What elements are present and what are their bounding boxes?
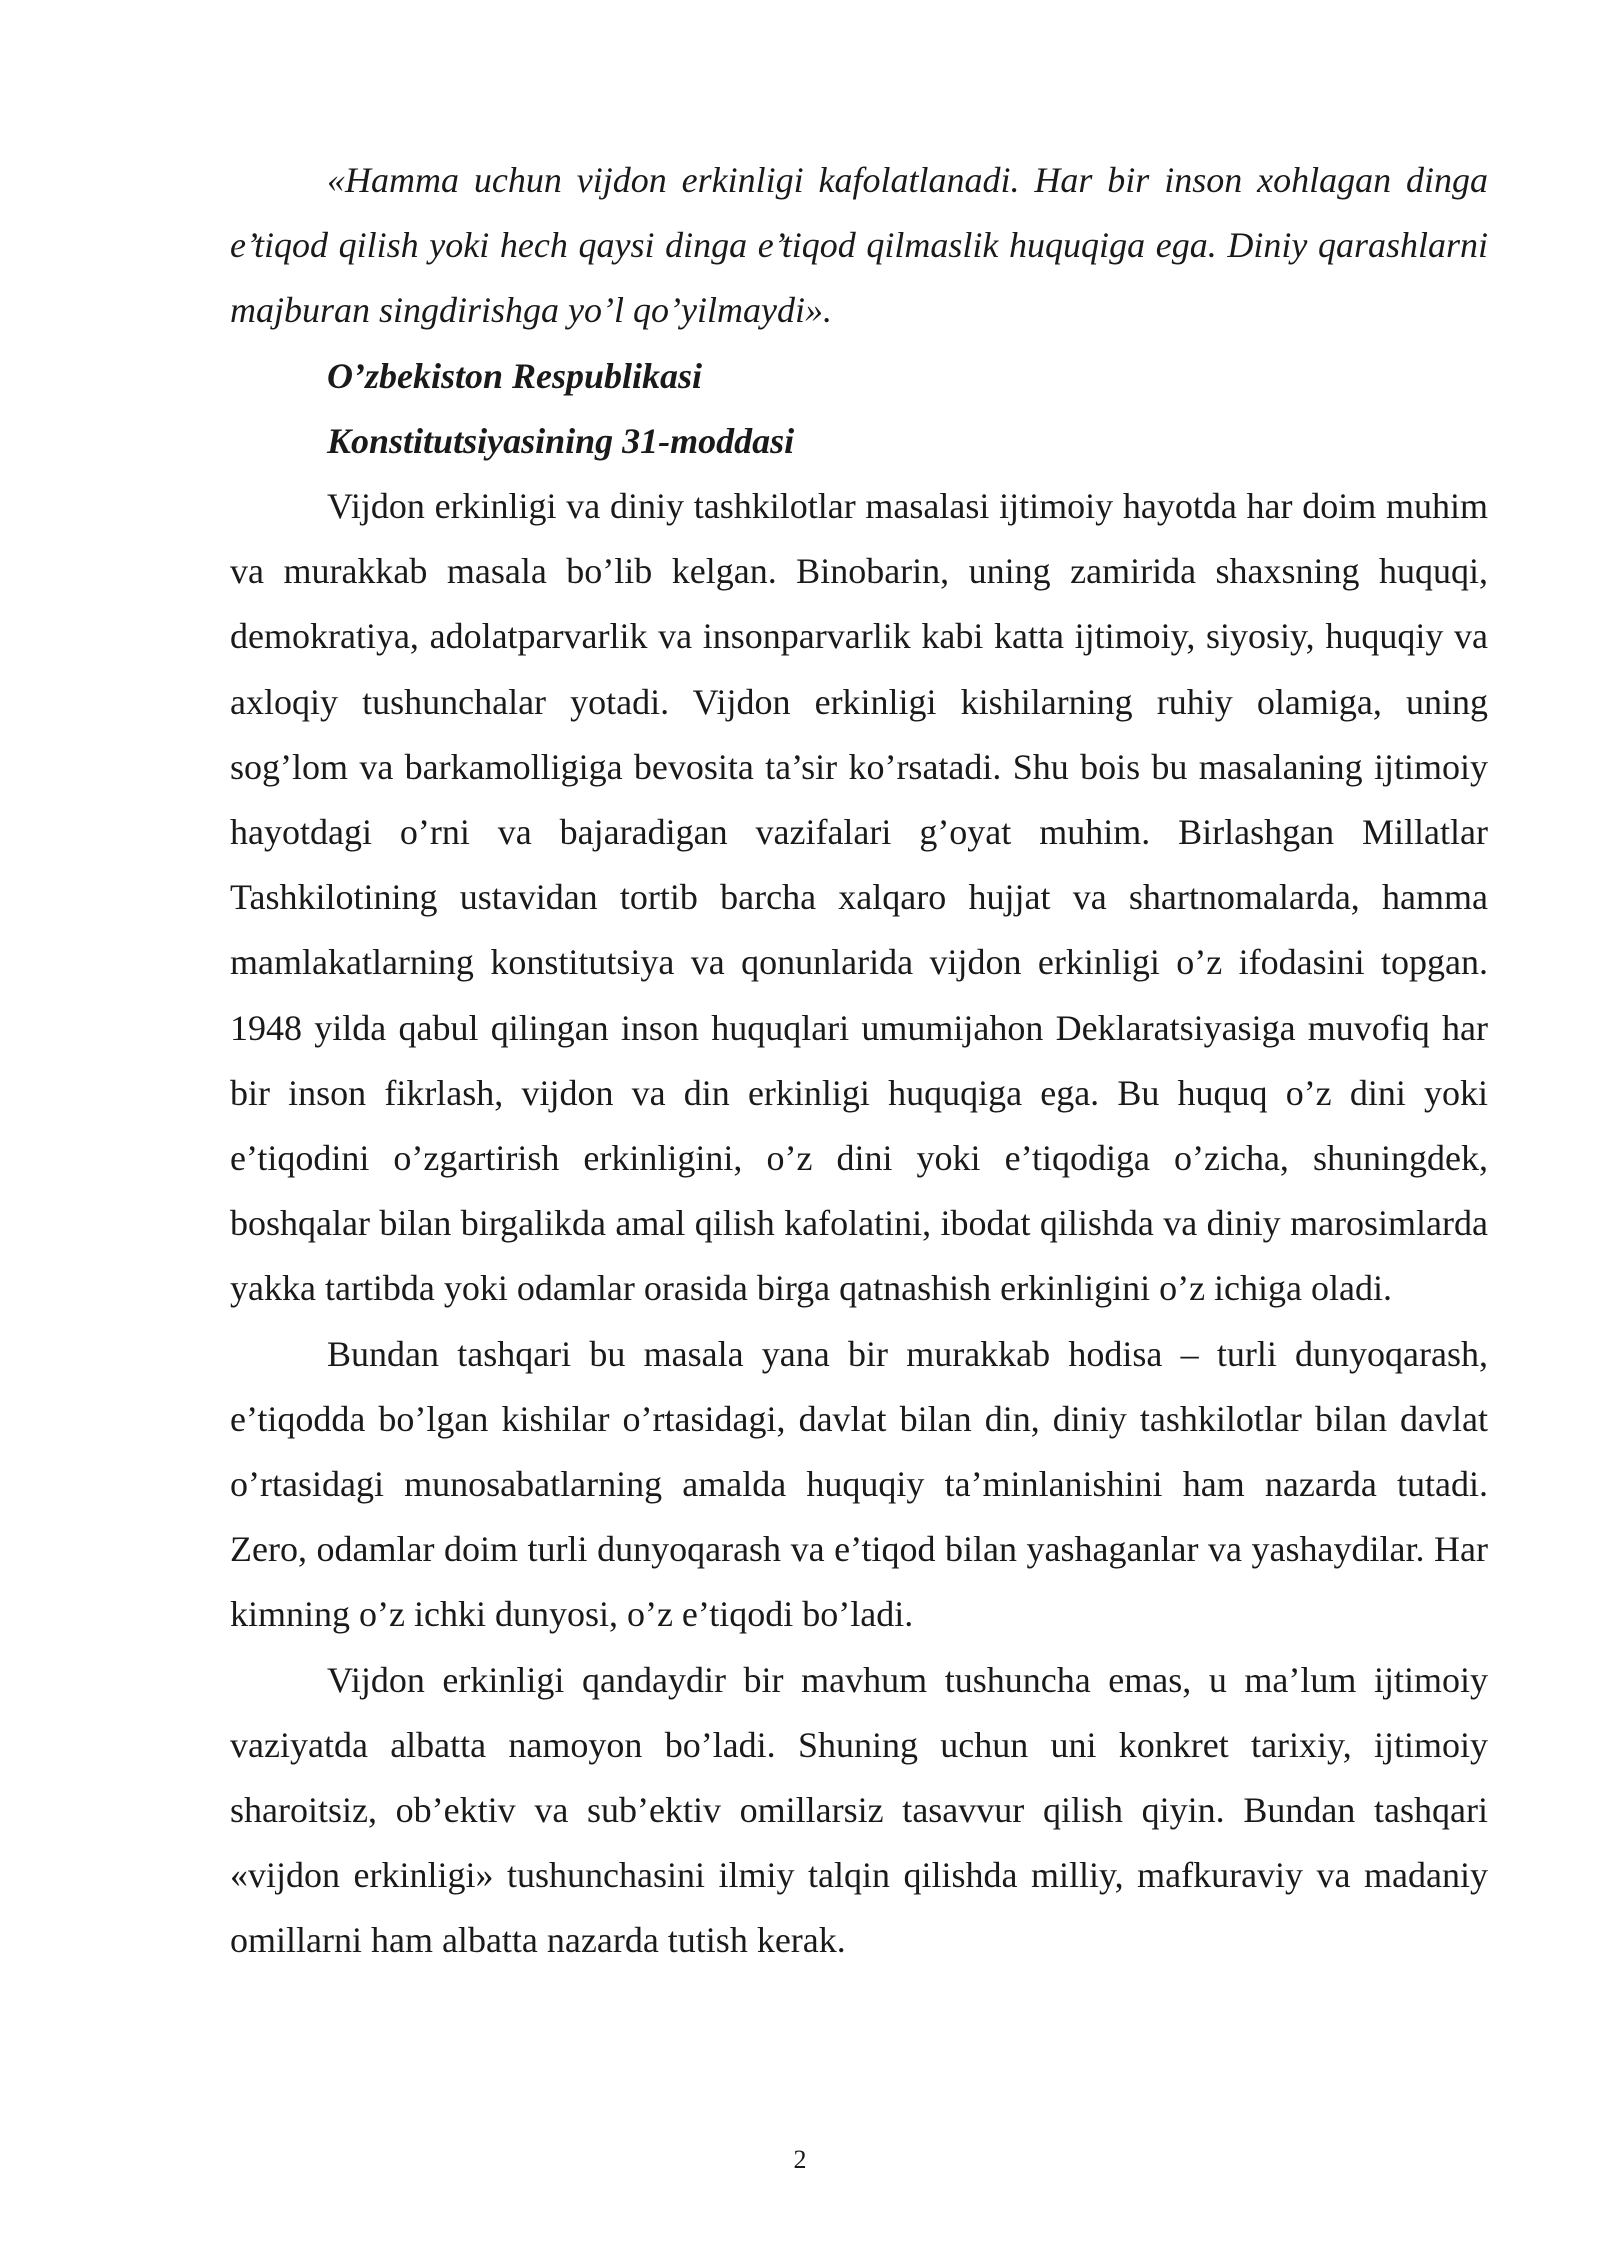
body-paragraph: Vijdon erkinligi va diniy tashkilotlar masalasi ijtimoiy hayotda har doim muhim va murakkab masala bo’lib kelgan. Binobarin, uning zamirida shaxsning huquqi, demokratiya, adolatparvarlik va insonparvarlik kabi katta ijtimoiy, siyosiy, huquqiy va axloqiy tushunchalar yotadi. Vijdon erkinligi kishilarning ruhiy olamiga, uning sog’lom va barkamolligiga bevosita ta’sir ko’rsatadi. Shu bois bu masalaning ijtimoiy hayotdagi o’rni va bajaradigan vazifalari g’oyat muhim. Birlashgan Millatlar Tashkilotining ustavidan tortib barcha xalqaro hujjat va shartnomalarda, hamma mamlakatlarning konstitutsiya va qonunlarida vijdon erkinligi o’z ifodasini topgan. 1948 yilda qabul qilingan inson huquqlari umumijahon Deklaratsiyasiga muvofiq har bir inson fikrlash, vijdon va din erkinligi huquqiga ega. Bu huquq o’z dini yoki e’tiqodini o’zgartirish erkinligini, o’z dini yoki e’tiqodiga o’zicha, shuningdek, boshqalar bilan birgalikda amal qilish kafolatini, ibodat qilishda va diniy marosimlarda yakka tartibda yoki odamlar orasida birga qatnashish erkinligini o’z ichiga oladi. [230, 486, 1488, 1309]
epigraph-source-line-1: O’zbekiston Respublikasi [327, 355, 703, 396]
body-paragraph: Bundan tashqari bu masala yana bir murakkab hodisa – turli dunyoqarash, e’tiqodda bo’lgan kishilar o’rtasidagi, davlat bilan din, diniy tashkilotlar bilan davlat o’rtasidagi munosabatlarning amalda huquqiy ta’minlanishini ham nazarda tutadi. Zero, odamlar doim turli dunyoqarash va e’tiqod bilan yashaganlar va yashaydilar. Har kimning o’z ichki dunyosi, o’z e’tiqodi bo’ladi. [230, 1333, 1488, 1635]
body-paragraph: Vijdon erkinligi qandaydir bir mavhum tushuncha emas, u ma’lum ijtimoiy vaziyatda albatta namoyon bo’ladi. Shuning uchun uni konkret tarixiy, ijtimoiy sharoitsiz, ob’ektiv va sub’ektiv omillarsiz tasavvur qilish qiyin. Bundan tashqari «vijdon erkinligi» tushunchasini ilmiy talqin qilishda milliy, mafkuraviy va madaniy omillarni ham albatta nazarda tutish kerak. [230, 1659, 1488, 1961]
epigraph-source-line-2: Konstitutsiyasining 31-moddasi [327, 420, 795, 461]
page-content [230, 148, 1488, 1974]
page-number: 2 [793, 2145, 807, 2174]
epigraph-quote: «Hamma uchun vijdon erkinligi kafolatlanadi. Har bir inson xohlagan dinga e’tiqod qilish yoki hech qaysi dinga e’tiqod qilmaslik huquqiga ega. Diniy qarashlarni majburan singdirishga yo’l qo’yilmaydi». [230, 160, 1488, 331]
